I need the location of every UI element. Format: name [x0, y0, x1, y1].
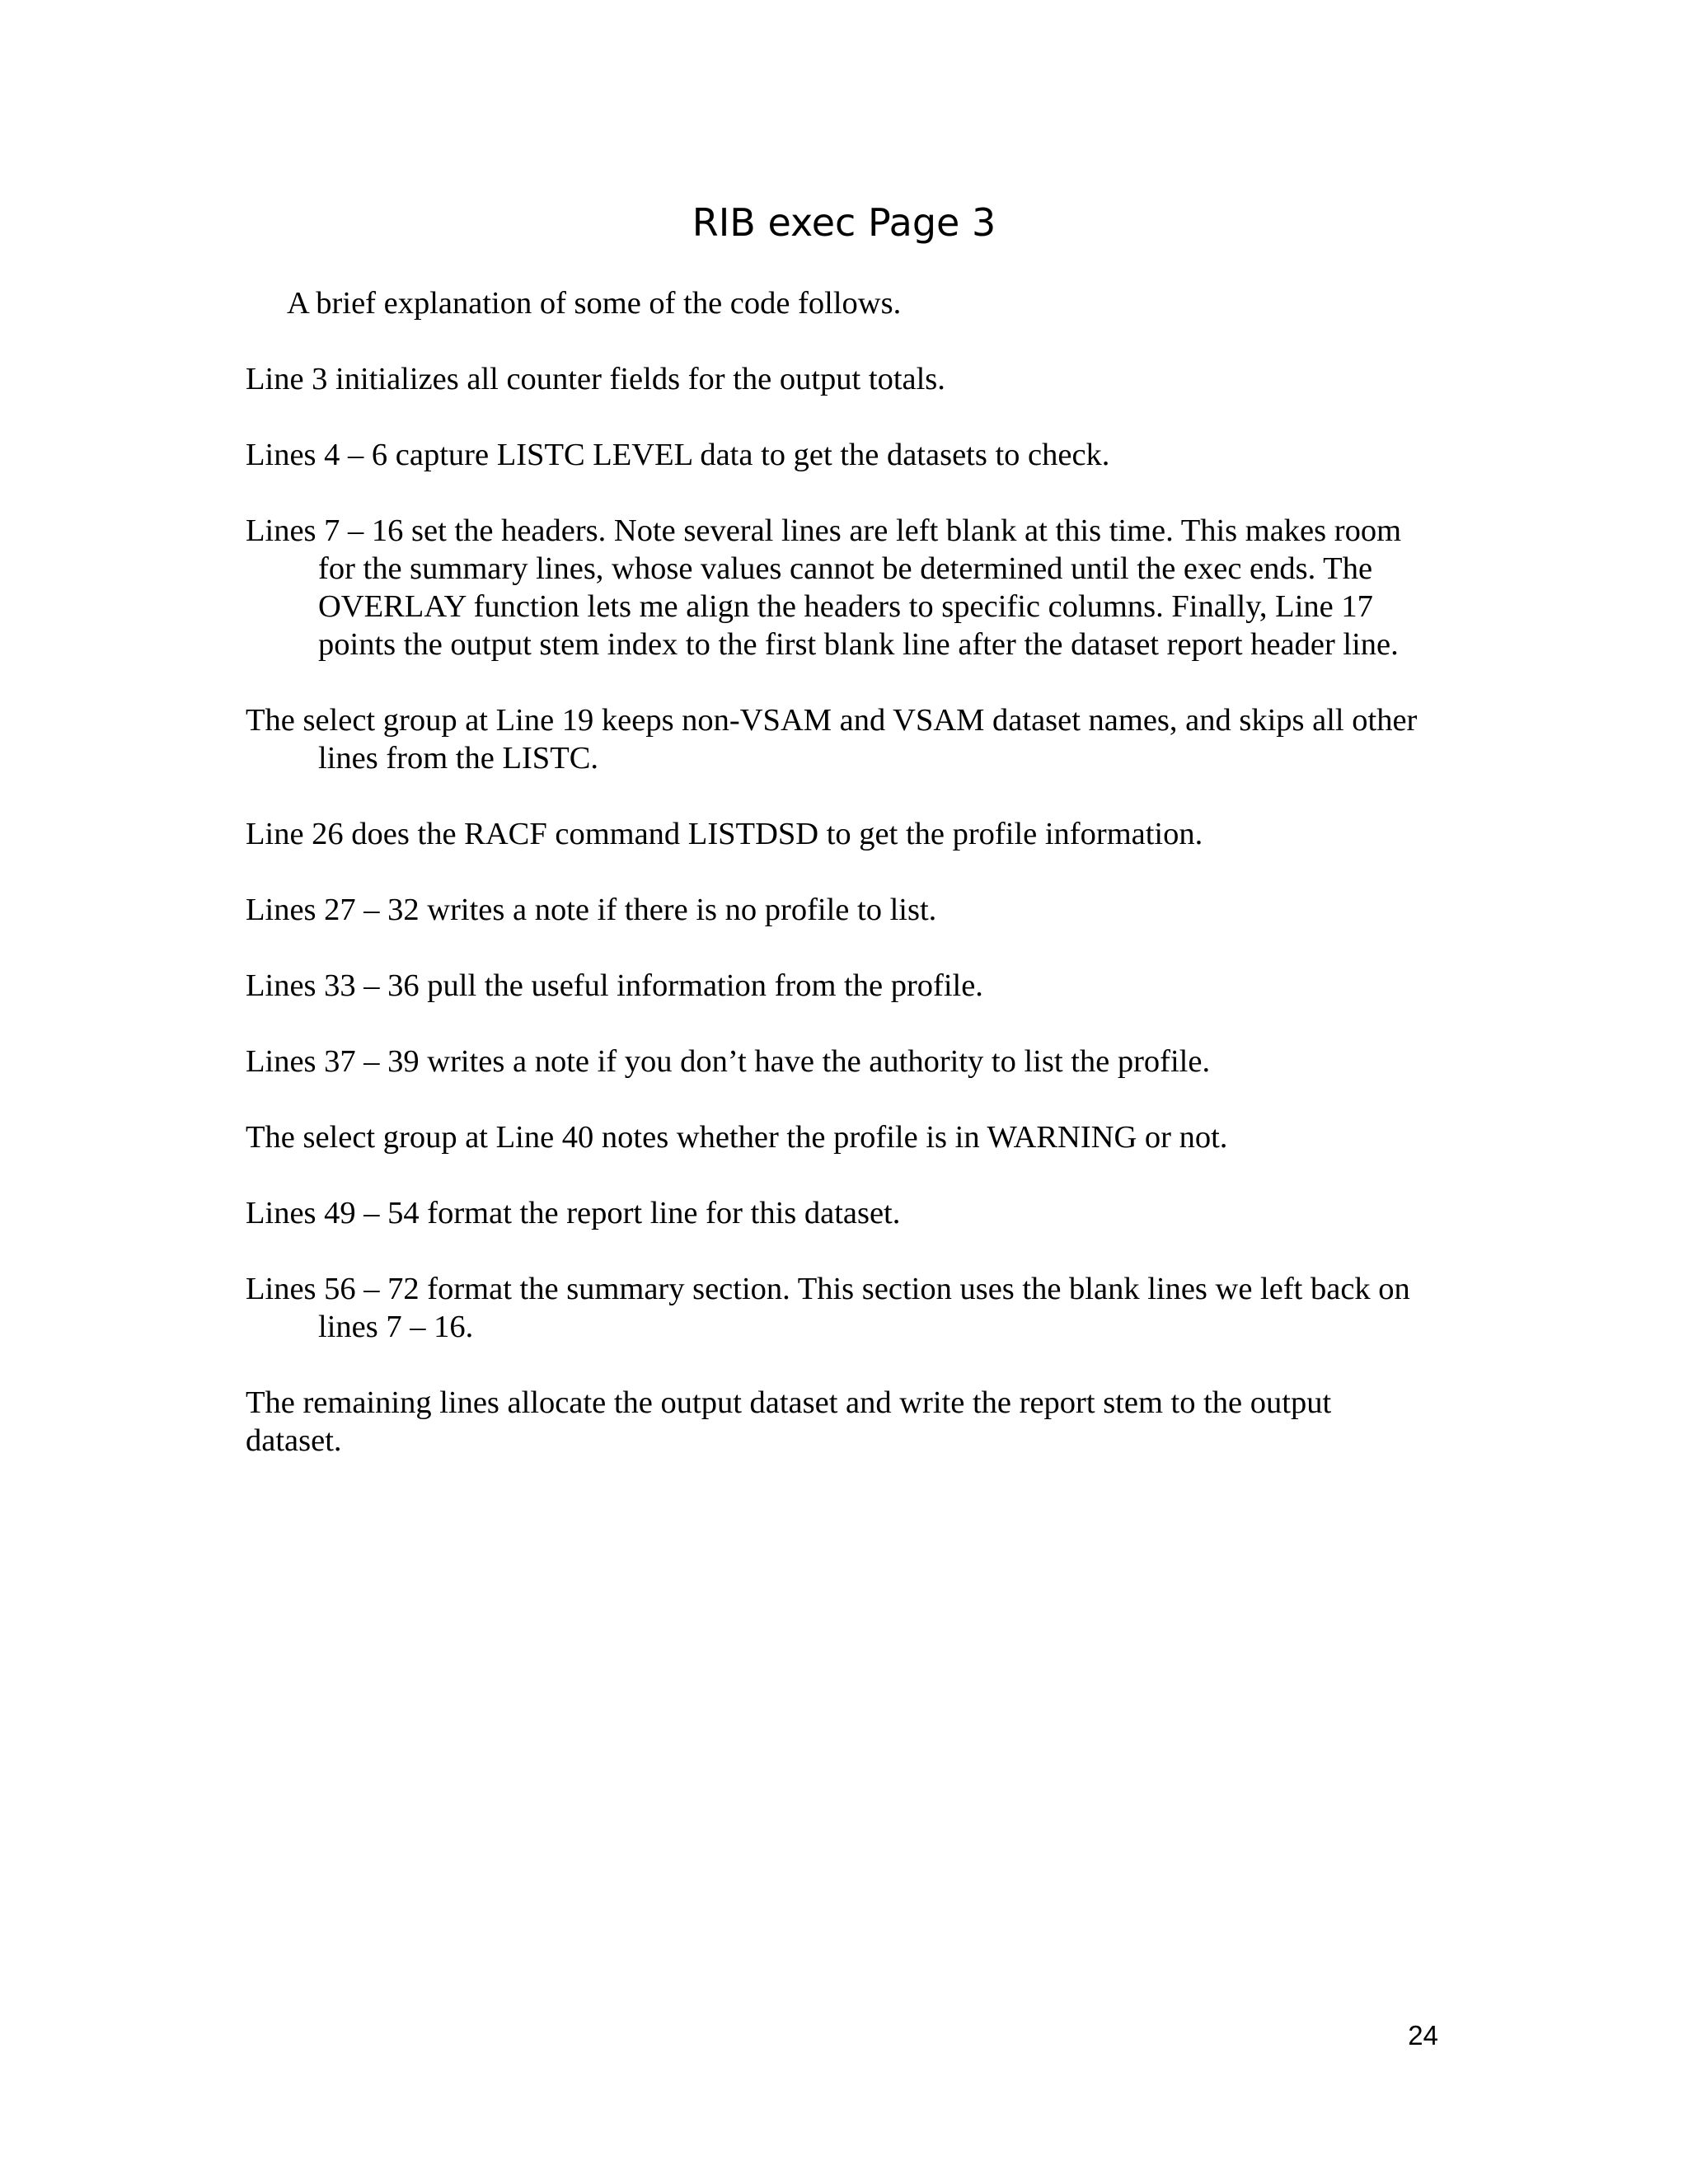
page-number: 24: [1408, 2020, 1438, 2050]
paragraph-line-26: Line 26 does the RACF command LISTDSD to get the profile information.: [246, 817, 1203, 851]
paragraph-remaining-lines: The remaining lines allocate the output dataset and write the report stem to the output dataset.: [246, 1385, 1332, 1458]
paragraph-lines-27-32: Lines 27 – 32 writes a note if there is no profile to list.: [246, 893, 937, 927]
paragraph-lines-7-16: Lines 7 – 16 set the headers. Note several lines are left blank at this time. This makes room for the summary lines, whose values cannot be determined until the exec ends. The OVERLAY function lets me align the headers to specific columns. Finally, Line 17 points the output stem index to the first blank line after the dataset report header line.: [246, 513, 1402, 662]
page-title: RIB exec Page 3: [692, 200, 996, 245]
document-body: [246, 284, 1432, 1497]
paragraph-lines-56-72: Lines 56 – 72 format the summary section. This section uses the blank lines we left back on lines 7 – 16.: [246, 1272, 1410, 1344]
paragraph-lines-33-36: Lines 33 – 36 pull the useful information from the profile.: [246, 968, 983, 1003]
paragraph-line-40: The select group at Line 40 notes whether the profile is in WARNING or not.: [246, 1120, 1228, 1155]
intro-paragraph: A brief explanation of some of the code follows.: [287, 286, 902, 321]
paragraph-line-19: The select group at Line 19 keeps non-VSAM and VSAM dataset names, and skips all other lines from the LISTC.: [246, 703, 1418, 776]
paragraph-lines-37-39: Lines 37 – 39 writes a note if you don’t have the authority to list the profile.: [246, 1044, 1211, 1079]
paragraph-line-3: Line 3 initializes all counter fields for the output totals.: [246, 362, 945, 396]
paragraph-lines-49-54: Lines 49 – 54 format the report line for this dataset.: [246, 1196, 901, 1230]
paragraph-lines-4-6: Lines 4 – 6 capture LISTC LEVEL data to get the datasets to check.: [246, 438, 1110, 472]
